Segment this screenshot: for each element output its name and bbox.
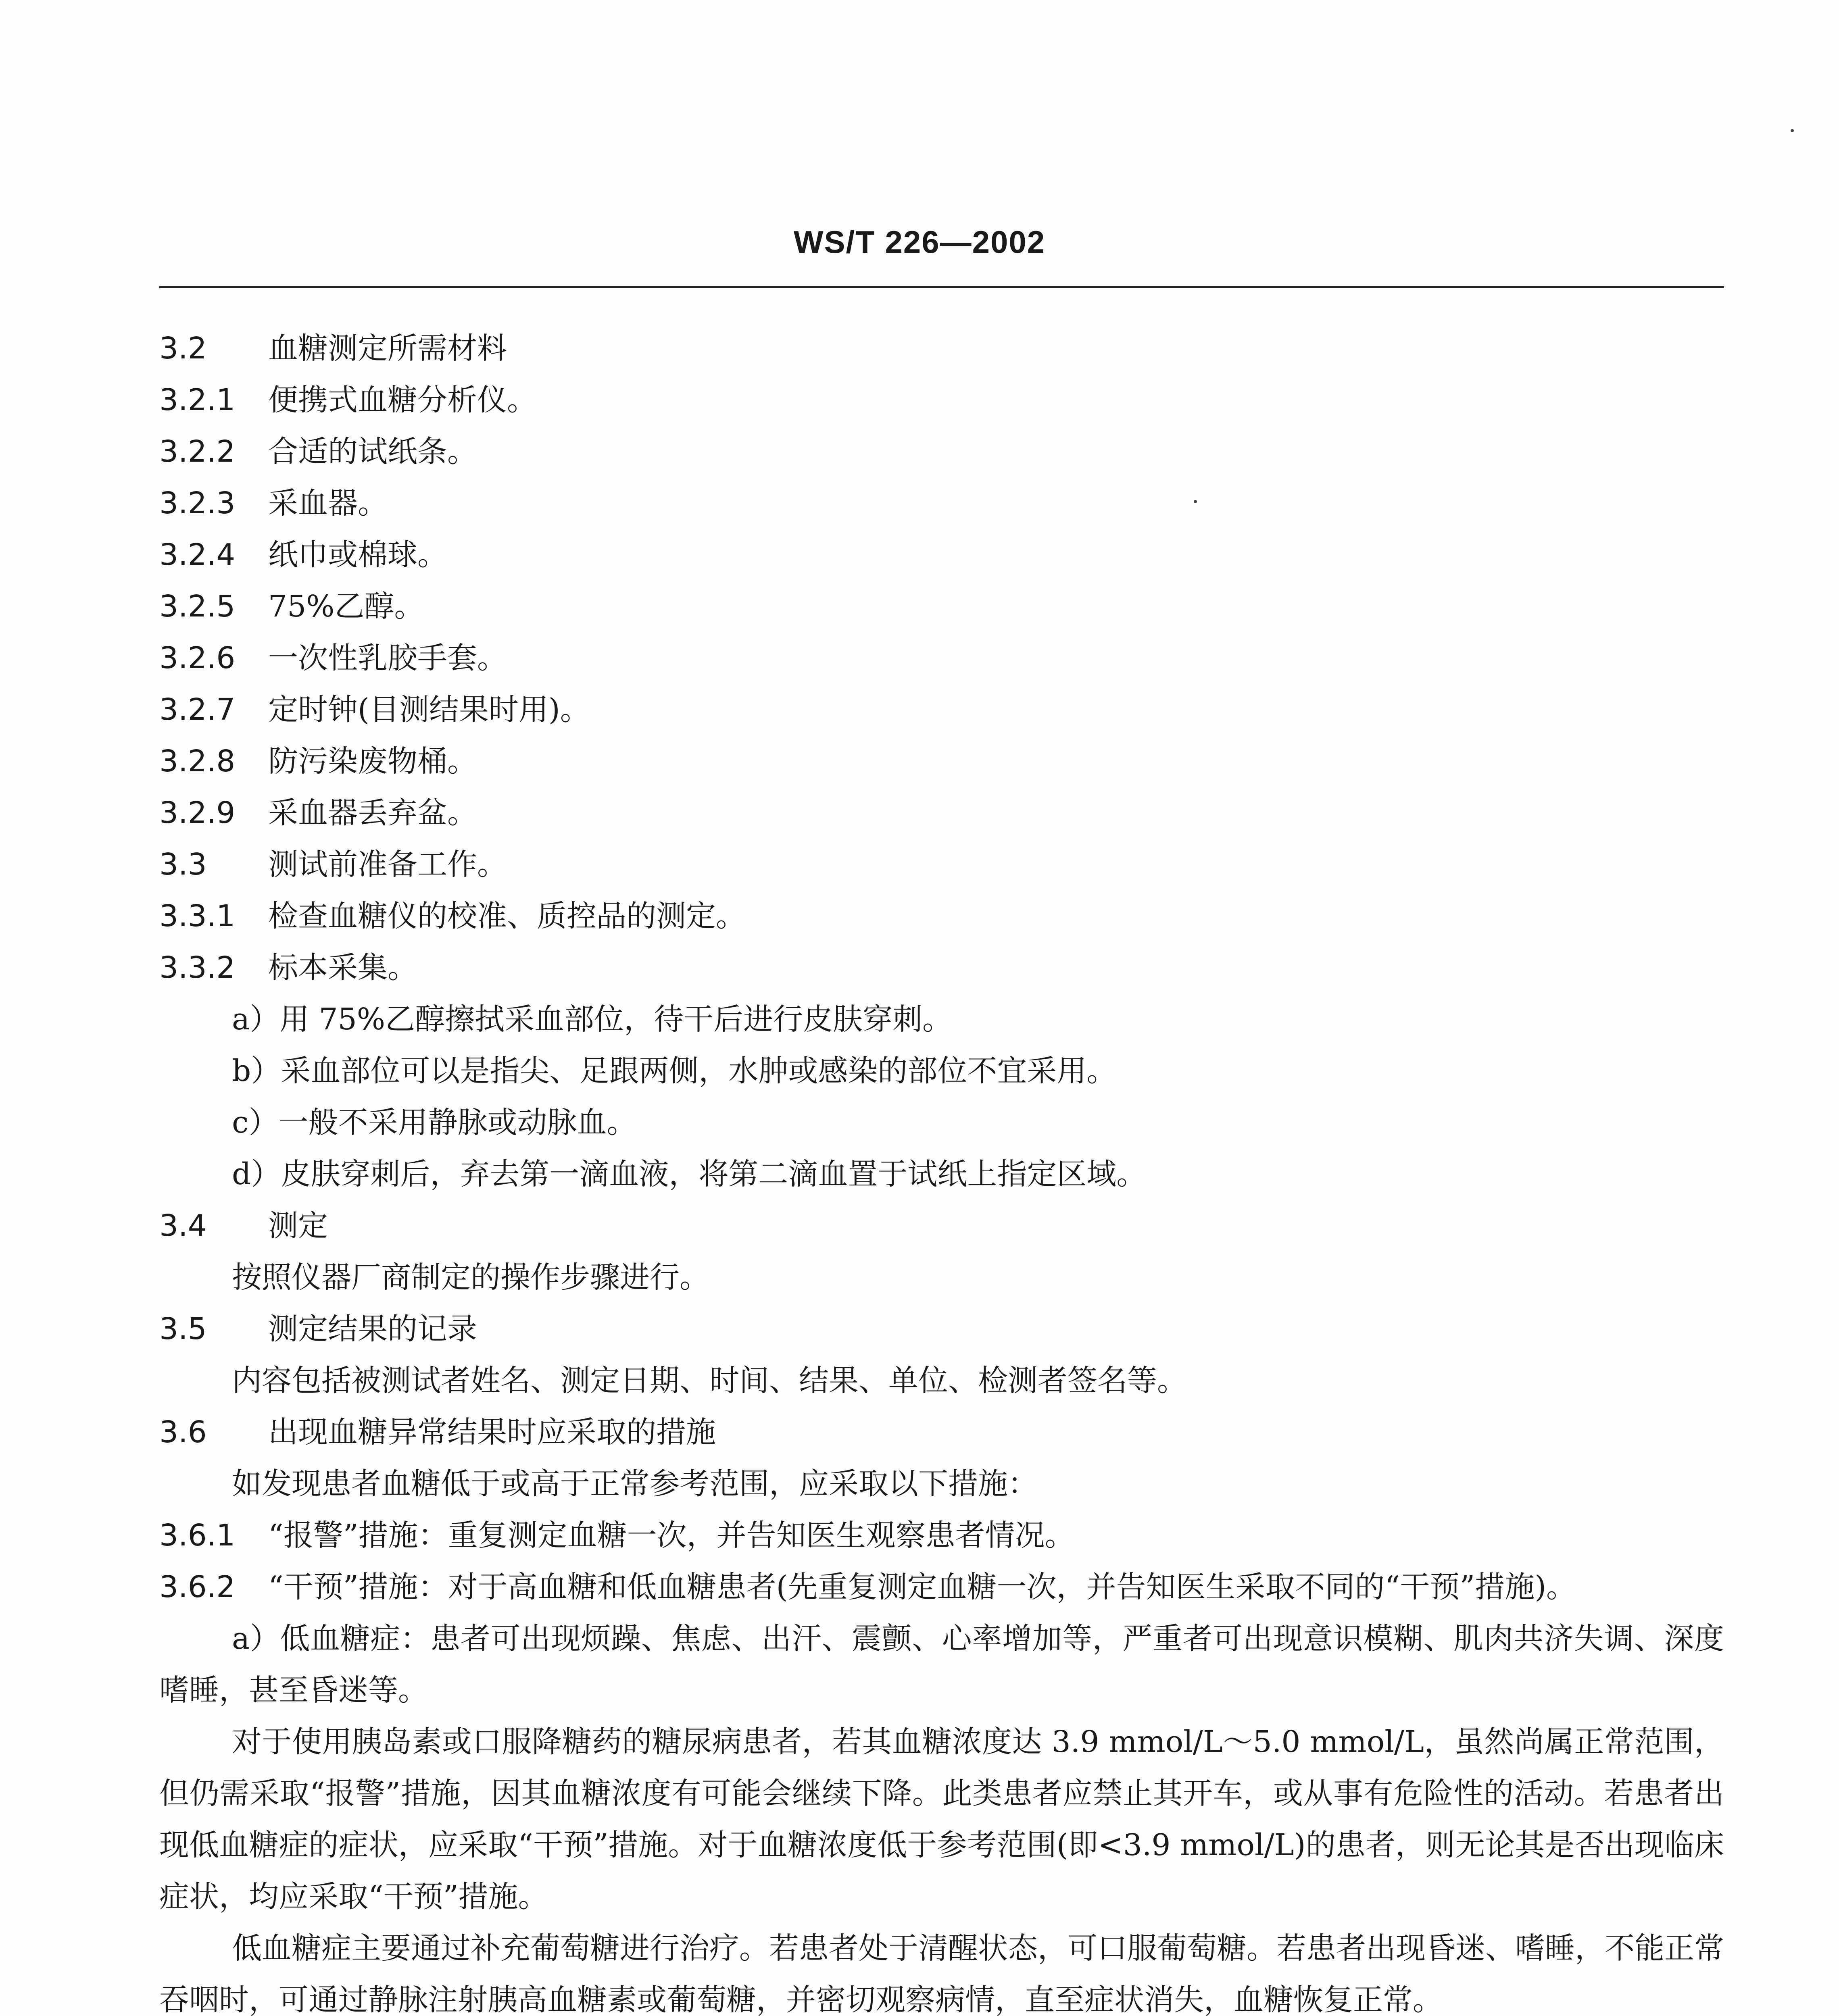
specimen-step-d: d）皮肤穿刺后，弃去第一滴血液，将第二滴血置于试纸上指定区域。 xyxy=(232,1157,1147,1191)
clause-number: 3.2 xyxy=(159,331,207,366)
clause-3-3-2 xyxy=(159,942,1724,993)
clause-title: 测定 xyxy=(268,1208,328,1243)
document-body xyxy=(159,323,1724,2016)
clause-text: “干预”措施：对于高血糖和低血糖患者(先重复测定血糖一次，并告知医生采取不同的“干预”措施)。 xyxy=(268,1570,1576,1604)
standard-code: WS/T 226—2002 xyxy=(793,224,1046,260)
clause-text: 合适的试纸条。 xyxy=(268,434,477,469)
hypoglycemia-treatment-paragraph: 低血糖症主要通过补充葡萄糖进行治疗。若患者处于清醒状态，可口服葡萄糖。若患者出现昏迷、嗜睡，不能正常吞咽时，可通过静脉注射胰高血糖素或葡萄糖，并密切观察病情，直至症状消失，血糖恢复正常。 xyxy=(159,1931,1724,2016)
clause-text: 检查血糖仪的校准、质控品的测定。 xyxy=(268,899,746,933)
clause-number: 3.4 xyxy=(159,1208,207,1243)
clause-number: 3.2.1 xyxy=(159,383,236,417)
clause-text: 标本采集。 xyxy=(268,950,417,985)
specimen-step-b: b）采血部位可以是指尖、足跟两侧，水肿或感染的部位不宜采用。 xyxy=(232,1054,1117,1088)
scan-speck xyxy=(1791,129,1794,132)
clause-number: 3.3.2 xyxy=(159,950,236,985)
clause-number: 3.3.1 xyxy=(159,899,236,933)
clause-number: 3.3 xyxy=(159,847,207,882)
clause-text: 采血器丢弃盆。 xyxy=(268,796,477,830)
clause-number: 3.2.7 xyxy=(159,692,236,727)
clause-3-2-5 xyxy=(159,581,1724,632)
clause-3-2-9 xyxy=(159,787,1724,839)
clause-number: 3.2.3 xyxy=(159,486,236,521)
clause-number: 3.2.9 xyxy=(159,796,236,830)
clause-3-3-1 xyxy=(159,890,1724,942)
specimen-step-c: c）一般不采用静脉或动脉血。 xyxy=(232,1105,637,1140)
clause-3-3 xyxy=(159,839,1724,890)
clause-text: 75%乙醇。 xyxy=(268,589,424,624)
clause-number: 3.2.4 xyxy=(159,537,236,572)
clause-number: 3.2.6 xyxy=(159,641,236,675)
clause-3-2-7 xyxy=(159,684,1724,735)
clause-text: 便携式血糖分析仪。 xyxy=(268,383,537,417)
clause-3-6-1 xyxy=(159,1510,1724,1561)
clause-3-6-intro: 如发现患者血糖低于或高于正常参考范围，应采取以下措施： xyxy=(232,1466,1038,1501)
clause-text: 定时钟(目测结果时用)。 xyxy=(268,692,590,727)
clause-text: 采血器。 xyxy=(268,486,388,521)
hypoglycemia-paragraph: a）低血糖症：患者可出现烦躁、焦虑、出汗、震颤、心率增加等，严重者可出现意识模糊、肌肉共济失调、深度嗜睡，甚至昏迷等。 xyxy=(159,1621,1724,1708)
clause-text: 测试前准备工作。 xyxy=(268,847,507,882)
clause-text: 防污染废物桶。 xyxy=(268,744,477,779)
clause-title: 测定结果的记录 xyxy=(268,1312,477,1346)
clause-3-4 xyxy=(159,1200,1724,1252)
clause-number: 3.2.8 xyxy=(159,744,236,779)
hypoglycemia-alarm-paragraph: 对于使用胰岛素或口服降糖药的糖尿病患者，若其血糖浓度达 3.9 mmol/L～5.0 mmol/L，虽然尚属正常范围，但仍需采取“报警”措施，因其血糖浓度有可能会继续下降。此类患者应禁止其开车，或从事有危险性的活动。若患者出现低血糖症的症状，应采取“干预”措施。对于血糖浓度低于参考范围(即<3.9 mmol/L)的患者，则无论其是否出现临床症状，均应采取“干预”措施。 xyxy=(159,1724,1724,1914)
clause-title: 出现血糖异常结果时应采取的措施 xyxy=(268,1415,716,1450)
clause-number: 3.2.5 xyxy=(159,589,236,624)
clause-3-2-4 xyxy=(159,529,1724,581)
clause-3-6 xyxy=(159,1406,1724,1458)
clause-3-2-2 xyxy=(159,426,1724,477)
clause-3-4-body: 按照仪器厂商制定的操作步骤进行。 xyxy=(232,1260,709,1295)
clause-text: 一次性乳胶手套。 xyxy=(268,641,507,675)
clause-3-2-1 xyxy=(159,374,1724,426)
clause-number: 3.5 xyxy=(159,1312,207,1346)
clause-number: 3.6.2 xyxy=(159,1570,236,1604)
clause-3-2-3 xyxy=(159,477,1724,529)
clause-3-2-8 xyxy=(159,735,1724,787)
clause-number: 3.2.2 xyxy=(159,434,236,469)
clause-3-5 xyxy=(159,1303,1724,1355)
clause-3-2-6 xyxy=(159,632,1724,684)
clause-3-6-2 xyxy=(159,1561,1724,1613)
clause-3-5-body: 内容包括被测试者姓名、测定日期、时间、结果、单位、检测者签名等。 xyxy=(232,1363,1187,1398)
header-rule xyxy=(159,286,1724,288)
clause-text: 血糖测定所需材料 xyxy=(268,331,507,366)
specimen-step-a: a）用 75%乙醇擦拭采血部位，待干后进行皮肤穿刺。 xyxy=(232,1002,953,1037)
clause-number: 3.6.1 xyxy=(159,1518,236,1553)
clause-number: 3.6 xyxy=(159,1415,207,1450)
clause-text: 纸巾或棉球。 xyxy=(268,537,447,572)
scan-speck xyxy=(1194,500,1197,503)
clause-3-2 xyxy=(159,323,1724,374)
clause-text: “报警”措施：重复测定血糖一次，并告知医生观察患者情况。 xyxy=(268,1518,1075,1553)
